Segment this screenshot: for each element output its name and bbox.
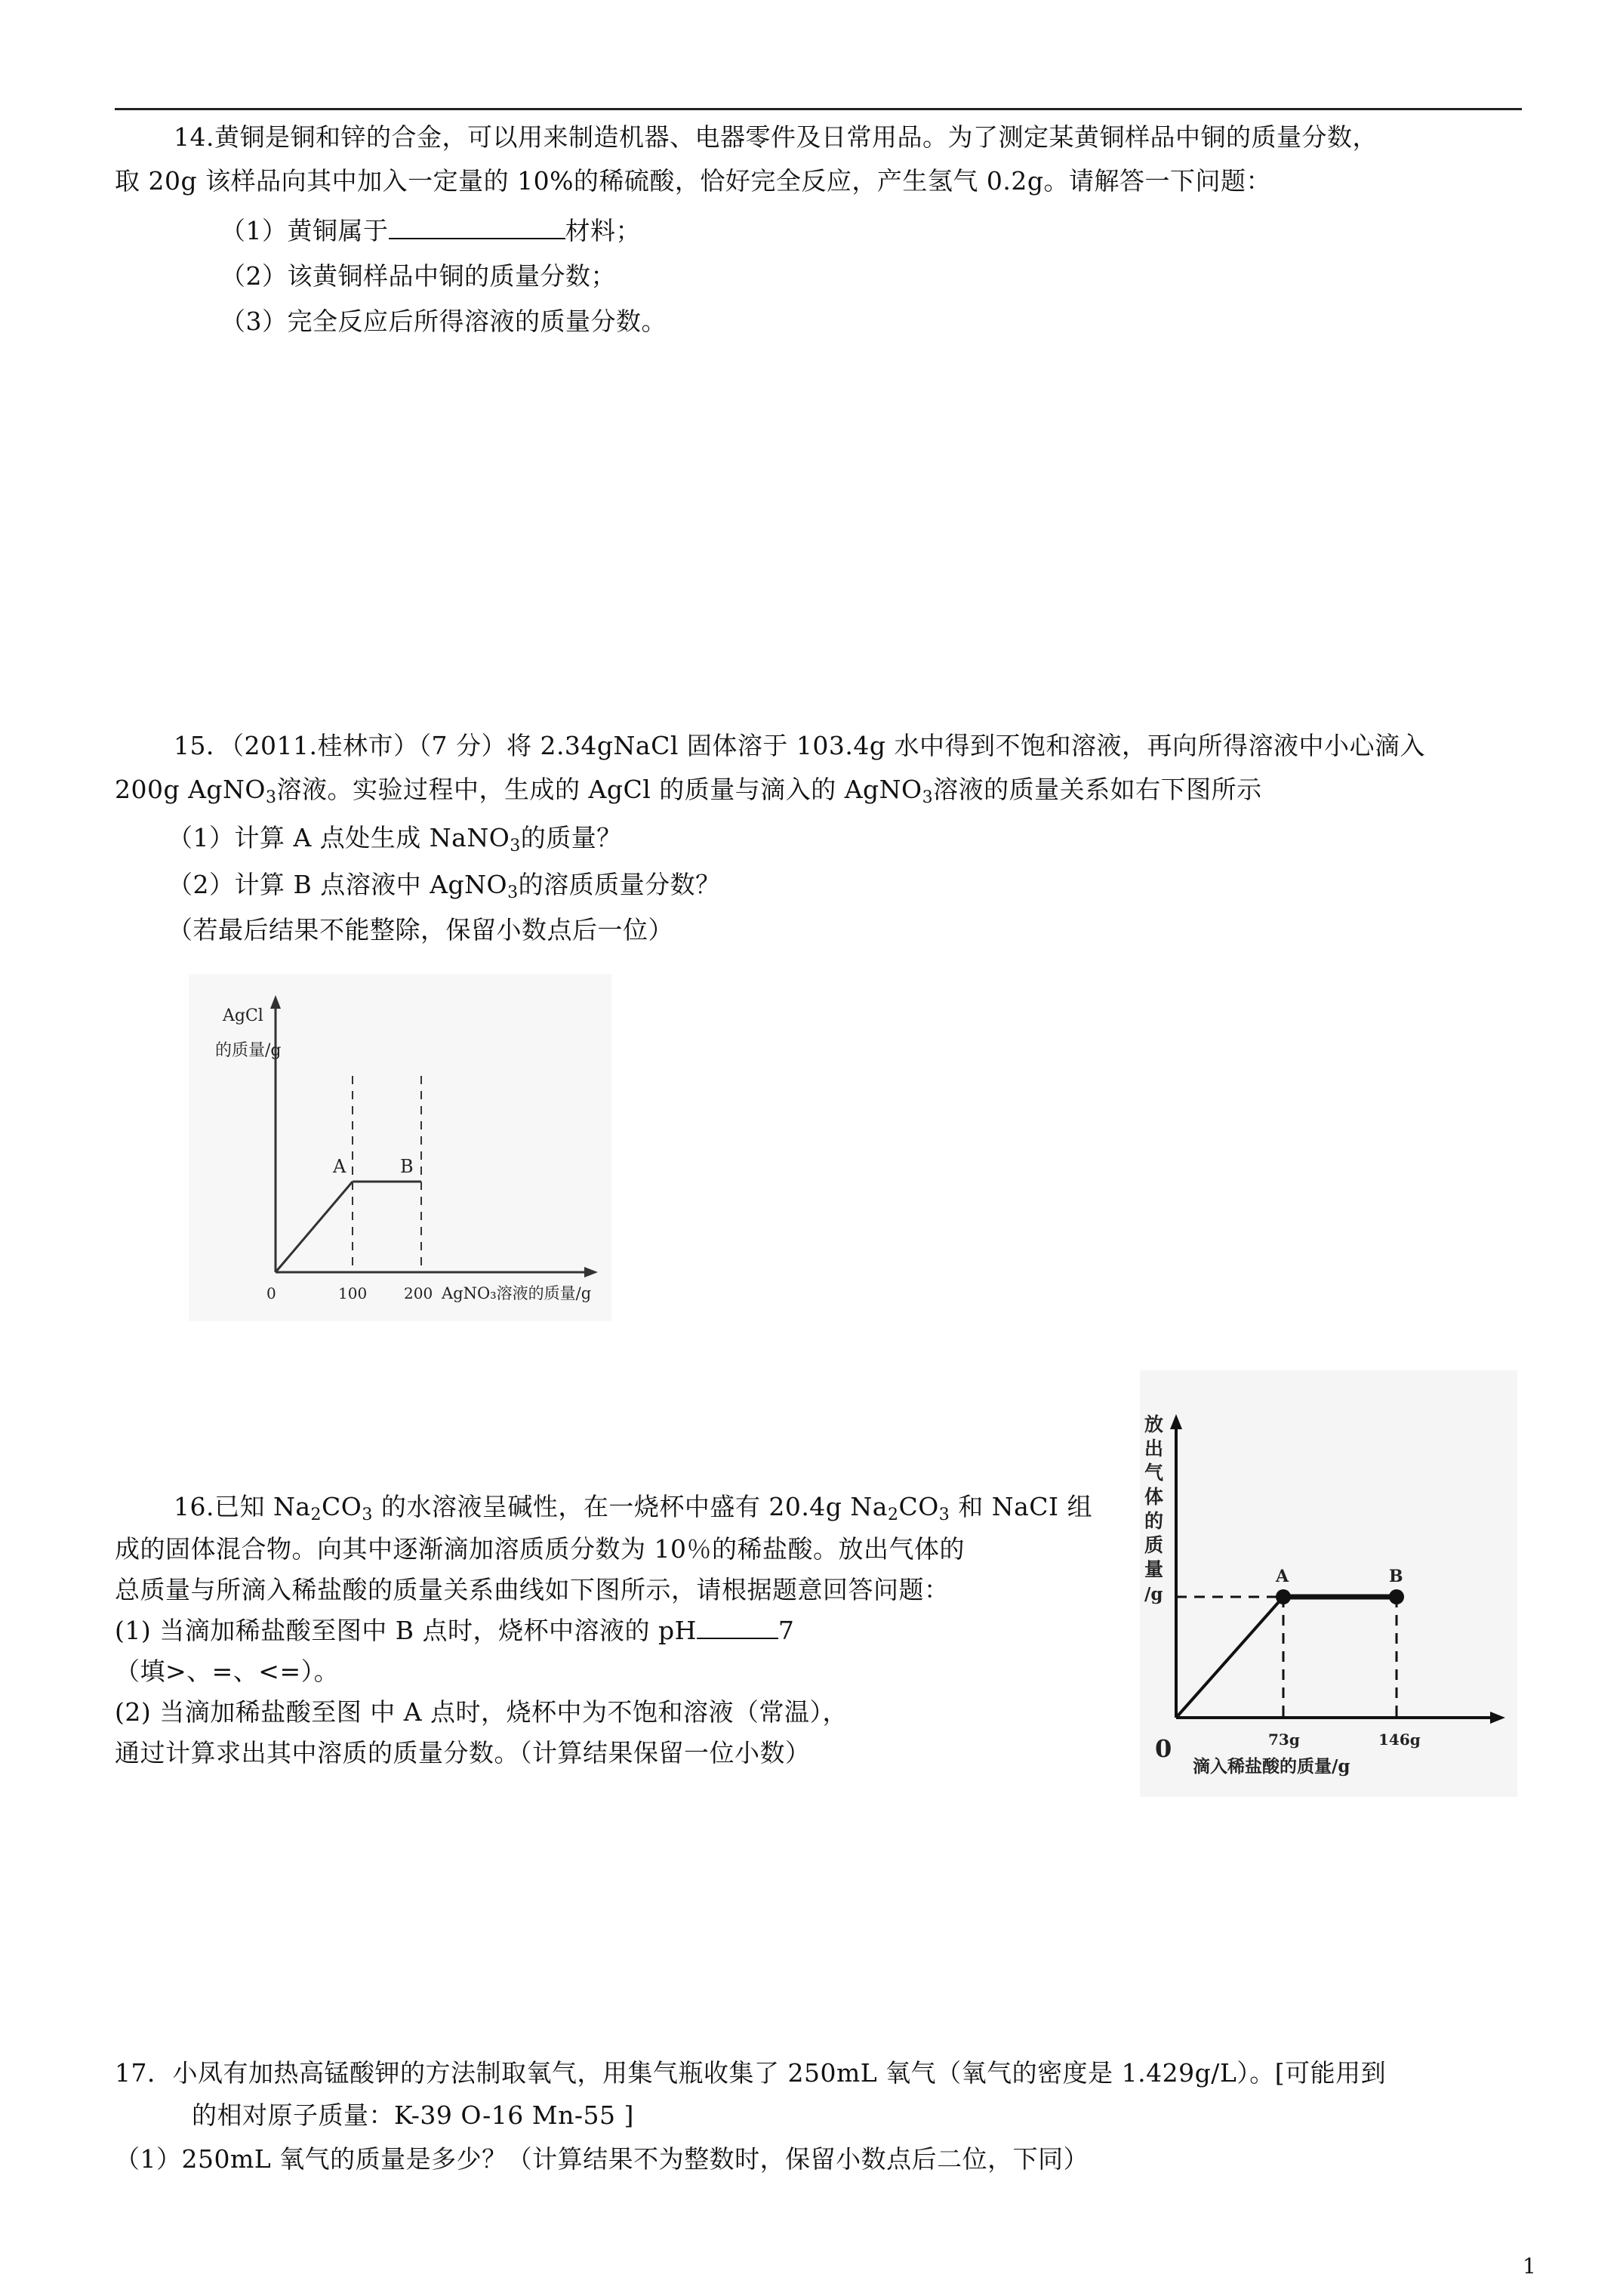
q15-part-1-a: （1）计算 A 点处生成 NaNO [168, 823, 510, 852]
q16-line-1-e: 和 NaCI 组 [950, 1492, 1093, 1521]
q15-note: （若最后结果不能整除，保留小数点后一位） [168, 915, 673, 945]
q16-gas-chart [1140, 1370, 1517, 1797]
y-label-char: 放 [1144, 1413, 1164, 1435]
tick-label-100: 100 [338, 1284, 368, 1302]
y-label-char: 的 [1144, 1510, 1164, 1532]
q14-part-1 [220, 214, 641, 248]
point-a-label: A [1276, 1567, 1289, 1586]
subscript: 3 [266, 788, 277, 807]
y-label-char: 量 [1144, 1558, 1164, 1580]
answer-blank[interactable] [697, 1615, 778, 1639]
y-label-char: 体 [1144, 1486, 1164, 1508]
q16-line-1-c: 的水溶液呈碱性，在一烧杯中盛有 20.4g Na [372, 1492, 888, 1521]
q14-part-3: （3）完全反应后所得溶液的质量分数。 [220, 307, 667, 336]
q16-part-2-line-2: 通过计算求出其中溶质的质量分数。（计算结果保留一位小数） [115, 1738, 811, 1767]
q15-line-1-a: 15．（2011.桂林市）（7 分 [174, 731, 482, 760]
q16-part-1-hint: （填>、=、<=）。 [115, 1657, 340, 1686]
q15-part-2 [168, 868, 721, 901]
tick-label-73g: 73g [1268, 1730, 1300, 1749]
q16-part-2-line-1: (2) 当滴加稀盐酸至图 中 A 点时，烧杯中为不饱和溶液（常温）， [115, 1697, 848, 1727]
y-label-unit: /g [1144, 1584, 1163, 1604]
q16-line-3: 总质量与所滴入稀盐酸的质量关系曲线如下图所示，请根据题意回答问题： [115, 1575, 950, 1604]
subscript: 3 [362, 1505, 373, 1524]
subscript: 2 [310, 1505, 322, 1524]
q15-line-2-a: 200g AgNO [115, 775, 266, 804]
point-a-label: A [333, 1156, 346, 1177]
q14-part-1-text: （1）黄铜属于 [220, 216, 389, 245]
header-rule [115, 108, 1522, 110]
chart-background [1140, 1370, 1517, 1797]
subscript: 2 [887, 1505, 899, 1524]
chart-background [189, 974, 611, 1321]
q17-part-1: （1）250mL 氧气的质量是多少？（计算结果不为整数时，保留小数点后二位，下同） [115, 2144, 1089, 2174]
q14-part-2: （2）该黄铜样品中铜的质量分数； [220, 261, 616, 291]
q15-line-2-b: 溶液。实验过程中，生成的 AgCl 的质量与滴入的 AgNO [276, 775, 922, 804]
q15-line-2 [115, 773, 1262, 806]
y-label-agcl: AgCl [223, 1006, 263, 1025]
q15-part-2-a: （2）计算 B 点溶液中 AgNO [168, 870, 508, 899]
q16-line-2: 成的固体混合物。向其中逐渐滴加溶质质分数为 10％的稀盐酸。放出气体的 [115, 1534, 965, 1564]
point-a-marker [1276, 1589, 1291, 1604]
x-axis-label: 滴入稀盐酸的质量/g [1193, 1756, 1350, 1777]
tick-label-200: 200 [404, 1284, 433, 1302]
origin-label: 0 [1155, 1734, 1172, 1763]
q16-part-1 [115, 1614, 794, 1647]
y-label-char: 质 [1144, 1534, 1164, 1556]
q15-line-1-b: ）将 2.34gNaCl 固体溶 [481, 731, 763, 760]
q16-line-1-a: 16.已知 Na [174, 1492, 311, 1521]
subscript: 3 [938, 1505, 950, 1524]
q14-line-1: 14.黄铜是铜和锌的合金，可以用来制造机器、电器零件及日常用品。为了测定某黄铜样品中铜的质量分数， [174, 122, 1378, 152]
q15-line-1-c: 于 103.4g 水中得到不饱和溶液，再向所得溶液中小心滴入 [762, 731, 1425, 760]
origin-label: 0 [266, 1284, 276, 1302]
point-b-label: B [1389, 1567, 1403, 1586]
subscript: 3 [507, 883, 519, 902]
q14-part-1-suffix: 材料； [565, 216, 641, 245]
q14-line-2: 取 20g 该样品向其中加入一定量的 10%的稀硫酸，恰好完全反应，产生氢气 0.2g。请解答一下问题： [115, 166, 1272, 196]
y-label-char: 气 [1144, 1462, 1164, 1484]
y-label-char: 出 [1144, 1438, 1164, 1459]
point-b-label: B [400, 1156, 414, 1177]
q16-part-1-text: (1) 当滴加稀盐酸至图中 B 点时，烧杯中溶液的 pH [115, 1616, 697, 1645]
subscript: 3 [922, 788, 934, 807]
subscript: 3 [510, 837, 521, 855]
q15-part-2-b: 的溶质质量分数？ [518, 870, 721, 899]
point-b-marker [1389, 1589, 1404, 1604]
q16-part-1-suffix: 7 [778, 1616, 795, 1645]
page-number: 1 [1523, 2254, 1536, 2279]
x-axis-label: AgNO₃溶液的质量/g [442, 1284, 592, 1302]
q15-agcl-chart [189, 974, 611, 1321]
q16-line-1-d: CO [898, 1492, 939, 1521]
q16-line-1-b: CO [322, 1492, 362, 1521]
q17-line-2: 的相对原子质量：K-39 O-16 Mn-55 ] [192, 2100, 634, 2130]
q16-line-1 [174, 1490, 1092, 1524]
q15-part-1-b: 的质量？ [520, 823, 622, 852]
y-label-mass: 的质量/g [215, 1041, 282, 1060]
q15-line-2-c: 溶液的质量关系如右下图所示 [933, 775, 1262, 804]
q15-part-1 [168, 821, 622, 855]
q15-line-1 [174, 729, 1425, 763]
tick-label-146g: 146g [1378, 1730, 1421, 1749]
q17-line-1: 17．小凤有加热高锰酸钾的方法制取氧气，用集气瓶收集了 250mL 氧气（氧气的密度是 1.429g/L）。[可能用到 [115, 2058, 1387, 2088]
answer-blank[interactable] [389, 215, 565, 239]
